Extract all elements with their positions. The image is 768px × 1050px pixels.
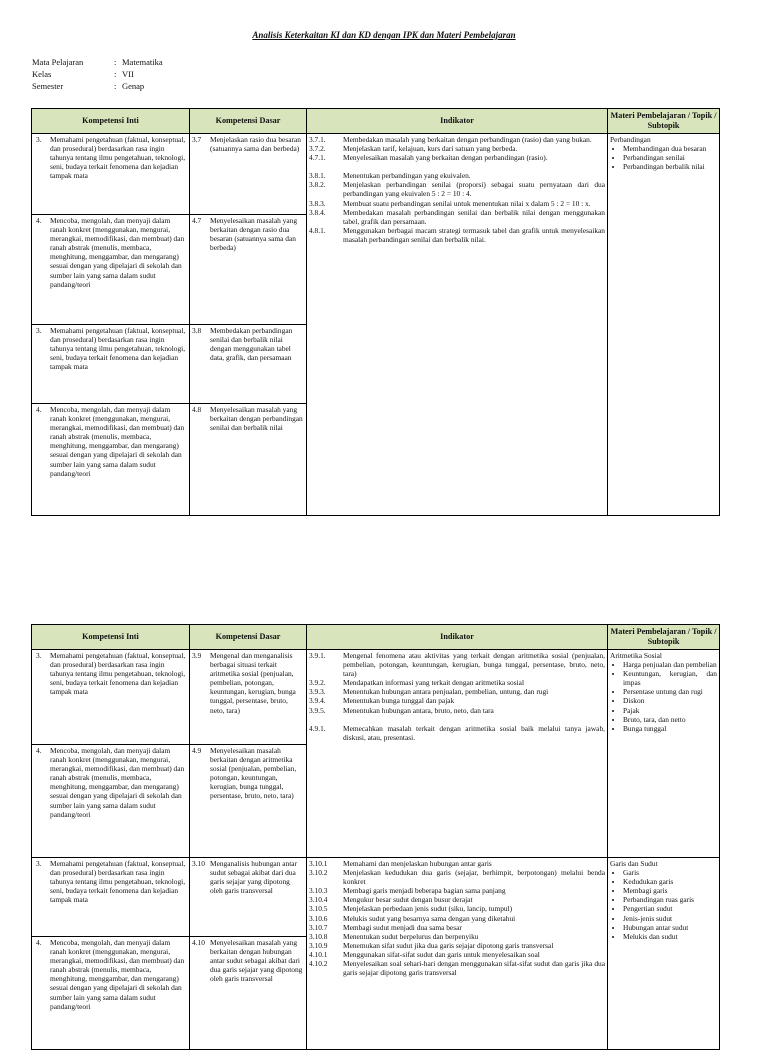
document-meta	[32, 56, 163, 92]
kd-text: Menjelaskan rasio dua besaran (satuannya sama dan berbeda)	[210, 135, 301, 154]
materi-item: • Pajak	[623, 706, 717, 715]
indikator-number: 3.10.3	[309, 886, 328, 896]
materi-item: • Pengertian sudut	[623, 904, 717, 913]
ki-cell: 3. Memahami pengetahuan (faktual, konseptual, dan prosedural) berdasarkan rasa ingin tahunya tentang ilmu pengetahuan, teknologi, seni, budaya terkait fenomena dan kejadian tampak mata	[32, 650, 190, 745]
ki-text: Memahami pengetahuan (faktual, konseptual, dan prosedural) berdasarkan rasa ingin tahunya tentang ilmu pengetahuan, teknologi, seni, budaya terkait fenomena dan kejadian tampak mata	[50, 135, 186, 181]
indikator-list	[307, 134, 607, 245]
meta-value: Genap	[122, 81, 145, 91]
indikator-text: Menemukan sifat sudut jika dua garis sejajar dipotong garis transversal	[343, 940, 554, 950]
indikator-text: Menentukan bunga tunggal dan pajak	[343, 696, 455, 706]
ki-text: Mencoba, mengolah, dan menyaji dalam ranah konkret (menggunakan, mengurai, merangkai, memodifikasi, dan membuat) dan ranah abstrak (menulis, membaca, menghitung, menggambar, dan mengarang) sesuai dengan yang dipelajari di sekolah dan sumber lain yang sama dalam sudut pandang/teori	[50, 938, 185, 1011]
indikator-number: 4.7.1.	[309, 153, 326, 163]
kd-cell: 4.8 Menyelesaikan masalah yang berkaitan dengan perbandingan senilai dan berbalik nilai	[190, 404, 307, 516]
indikator-number: 3.8.4.	[309, 207, 326, 217]
header-materi: Materi Pembelajaran / Topik / Subtopik	[608, 109, 720, 134]
indikator-number: 3.10.2	[309, 868, 328, 878]
kd-text: Menyelesaikan masalah yang berkaitan dengan perbandingan senilai dan berbalik nilai	[210, 405, 303, 433]
indikator-item	[309, 895, 605, 904]
table-row	[32, 134, 720, 215]
indikator-text: Menjelaskan perbedaan jenis sudut (siku, lancip, tumpul)	[343, 904, 513, 914]
materi-cell	[608, 650, 720, 858]
indikator-text: Menjelaskan tarif, kelajuan, kurs dari satuan yang berbeda.	[343, 144, 518, 154]
table-row	[32, 858, 720, 937]
indikator-text: Menggunakan berbagai macam strategi termasuk tabel dan grafik untuk menyelesaikan masalah perbandingan senilai dan berbalik nilai.	[343, 225, 605, 244]
indikator-text: Menentukan perbandingan yang ekuivalen.	[343, 171, 471, 181]
meta-row-class: Kelas : VII	[32, 69, 134, 79]
ki-text: Mencoba, mengolah, dan menyaji dalam ranah konkret (menggunakan, mengurai, merangkai, memodifikasi, dan membuat) dan ranah abstrak (menulis, membaca, menghitung, menggambar, dan mengarang) sesuai dengan yang dipelajari di sekolah dan sumber lain yang sama dalam sudut pandang/teori	[50, 746, 185, 819]
meta-row-subject: Mata Pelajaran : Matematika	[32, 57, 163, 67]
meta-value: Matematika	[122, 57, 163, 67]
kd-text: Menyelesaikan masalah yang berkaitan dengan hubungan antar sudut sebagai akibat dari dua garis sejajar yang dipotong oleh garis transversal	[210, 938, 303, 984]
indikator-cell	[307, 858, 608, 1050]
indikator-item	[309, 199, 605, 208]
kd-cell: 4.9 Menyelesaikan masalah berkaitan dengan aritmetika sosial (penjualan, pembelian, potongan, keuntungan, kerugian, bunga tunggal, persentase, bruto, neto, tara)	[190, 745, 307, 858]
header-ki: Kompetensi Inti	[32, 625, 190, 650]
materi-item: • Bruto, tara, dan netto	[623, 715, 717, 724]
indikator-text: Menentukan sudut berpelurus dan berpenyiku	[343, 931, 479, 941]
indikator-number: 4.10.1	[309, 949, 328, 959]
meta-label: Semester	[32, 81, 64, 91]
kd-text: Mengenal dan menganalisis berbagai situasi terkait aritmetika sosial (penjualan, pembelian, potongan, keuntungan, kerugian, bunga tunggal, persentase, bruto, neto, tara)	[210, 651, 296, 715]
indikator-item	[309, 226, 605, 244]
materi-item: • Keuntungan, kerugian, dan impas	[623, 669, 717, 687]
indikator-item	[309, 941, 605, 950]
ki-cell: 4. Mencoba, mengolah, dan menyaji dalam ranah konkret (menggunakan, mengurai, merangkai, memodifikasi, dan membuat) dan ranah abstrak (menulis, membaca, menghitung, menggambar, dan mengarang) sesuai dengan yang dipelajari di sekolah dan sumber lain yang sama dalam sudut pandang/teori	[32, 937, 190, 1050]
materi-item: • Harga penjualan dan pembelian	[623, 660, 717, 669]
header-ki: Kompetensi Inti	[32, 109, 190, 134]
materi-item: • Perbandingan senilai	[623, 153, 717, 162]
ki-cell: 3. Memahami pengetahuan (faktual, konseptual, dan prosedural) berdasarkan rasa ingin tahunya tentang ilmu pengetahuan, teknologi, seni, budaya terkait fenomena dan kejadian tampak mata	[32, 134, 190, 215]
indikator-number: 3.9.5.	[309, 705, 326, 715]
indikator-text: Memahami dan menjelaskan hubungan antar garis	[343, 859, 492, 868]
materi-list	[610, 660, 717, 733]
materi-item: • Diskon	[623, 696, 717, 705]
kd-text: Membedakan perbandingan senilai dan berbalik nilai dengan menggunakan tabel data, grafik, dan persamaan	[210, 326, 293, 363]
materi-item: • Melukis dan sudut	[623, 932, 717, 941]
indikator-item	[309, 859, 605, 868]
meta-row-semester: Semester : Genap	[32, 81, 145, 91]
materi-item: • Perbandingan ruas garis	[623, 895, 717, 904]
kd-cell: 4.7 Menyelesaikan masalah yang berkaitan dengan rasio dua besaran (satuannya sama dan berbeda)	[190, 215, 307, 325]
indikator-number: 4.8.1.	[309, 225, 326, 235]
document-title: Analisis Keterkaitan KI dan KD dengan IPK dan Materi Pembelajaran	[252, 30, 516, 40]
table-header-row	[32, 109, 720, 134]
indikator-number: 3.10.9	[309, 940, 328, 950]
indikator-item	[309, 706, 605, 715]
indikator-item	[309, 171, 605, 180]
materi-item: • Garis	[623, 868, 717, 877]
materi-item: • Membandingan dua besaran	[623, 144, 717, 153]
kd-cell: 3.7 Menjelaskan rasio dua besaran (satuannya sama dan berbeda)	[190, 134, 307, 215]
materi-title: Perbandingan	[610, 135, 651, 144]
indikator-item	[309, 153, 605, 162]
indikator-number: 3.9.2.	[309, 678, 326, 688]
meta-label: Kelas	[32, 69, 52, 79]
indikator-text: Menjelaskan kedudukan dua garis (sejajar, berhimpit, berpotongan) melalui benda konkret	[343, 868, 605, 887]
indikator-item	[309, 678, 605, 687]
indikator-text: Menentukan hubungan antara penjualan, pembelian, untung, dan rugi	[343, 687, 549, 697]
materi-cell	[608, 858, 720, 1050]
indikator-item	[309, 135, 605, 144]
indikator-number: 3.10.1	[309, 859, 328, 868]
ki-cell: 4. Mencoba, mengolah, dan menyaji dalam ranah konkret (menggunakan, mengurai, merangkai, memodifikasi, dan membuat) dan ranah abstrak (menulis, membaca, menghitung, menggambar, dan mengarang) sesuai dengan yang dipelajari di sekolah dan sumber lain yang sama dalam sudut pandang/teori	[32, 745, 190, 858]
analysis-table-1	[31, 108, 720, 516]
indikator-item	[309, 923, 605, 932]
indikator-number: 3.10.7	[309, 922, 328, 932]
indikator-number: 3.10.5	[309, 904, 328, 914]
indikator-text: Menyelesaikan masalah yang berkaitan dengan perbandingan (rasio).	[343, 153, 548, 163]
indikator-gap	[309, 162, 605, 171]
indikator-item	[309, 687, 605, 696]
indikator-text: Membedakan masalah perbandingan senilai dan berbalik nilai dengan menggunakan tabel, grafik dan persamaan.	[343, 207, 605, 226]
indikator-text: Melukis sudut yang besarnya sama dengan yang diketahui	[343, 913, 516, 923]
indikator-text: Menggunakan sifat-sifat sudut dan garis untuk menyelesaikan soal	[343, 949, 540, 959]
indikator-item	[309, 959, 605, 977]
kd-cell: 3.8 Membedakan perbandingan senilai dan berbalik nilai dengan menggunakan tabel data, grafik, dan persamaan	[190, 325, 307, 404]
materi-item: • Jenis-jenis sudut	[623, 914, 717, 923]
kd-cell: 3.9 Mengenal dan menganalisis berbagai situasi terkait aritmetika sosial (penjualan, pembelian, potongan, keuntungan, kerugian, bunga tunggal, persentase, bruto, neto, tara)	[190, 650, 307, 745]
indikator-text: Membagi garis menjadi beberapa bagian sama panjang	[343, 886, 506, 896]
indikator-item	[309, 724, 605, 742]
materi-item: • Perbandingan berbalik nilai	[623, 162, 717, 171]
indikator-item	[309, 696, 605, 705]
indikator-text: Mengukur besar sudut dengan busur derajat	[343, 895, 473, 905]
header-kd: Kompetensi Dasar	[190, 625, 307, 650]
indikator-text: Membagi sudut menjadi dua sama besar	[343, 922, 462, 932]
indikator-item	[309, 144, 605, 153]
analysis-table-2	[31, 624, 720, 1050]
indikator-number: 3.10.8	[309, 931, 328, 941]
kd-text: Menyelesaikan masalah berkaitan dengan aritmetika sosial (penjualan, pembelian, potongan, keuntungan, kerugian, bunga tunggal, persentase, bruto, neto, tara)	[210, 746, 297, 801]
header-indikator: Indikator	[307, 625, 608, 650]
indikator-number: 3.10.4	[309, 895, 328, 905]
indikator-number: 3.9.3.	[309, 687, 326, 697]
indikator-text: Menjelaskan perbandingan senilai (proporsi) sebagai suatu pernyataan dari dua perbandingan yang ekuivalen 5 : 2 = 10 : 4.	[343, 180, 605, 199]
ki-cell: 3. Memahami pengetahuan (faktual, konseptual, dan prosedural) berdasarkan rasa ingin tahunya tentang ilmu pengetahuan, teknologi, seni, budaya terkait fenomena dan kejadian tampak mata	[32, 325, 190, 404]
kd-cell: 3.10 Menganalisis hubungan antar sudut sebagai akibat dari dua garis sejajar yang dipotong oleh garis transversal	[190, 858, 307, 937]
ki-text: Memahami pengetahuan (faktual, konseptual, dan prosedural) berdasarkan rasa ingin tahunya tentang ilmu pengetahuan, teknologi, seni, budaya terkait fenomena dan kejadian tampak mata	[50, 859, 186, 905]
materi-list	[610, 868, 717, 941]
indikator-number: 3.10.6	[309, 913, 328, 923]
materi-title: Aritmetika Sosial	[610, 651, 662, 660]
indikator-number: 4.9.1.	[309, 723, 326, 733]
materi-item: • Persentase untung dan rugi	[623, 687, 717, 696]
indikator-item	[309, 886, 605, 895]
indikator-text: Mengenal fenomena atau aktivitas yang terkait dengan aritmetika sosial (penjualan, pembelian, potongan, keuntungan, kerugian, bunga tunggal, persentase, bruto, neto, tara)	[343, 651, 605, 679]
indikator-cell	[307, 134, 608, 516]
indikator-item	[309, 180, 605, 198]
meta-label: Mata Pelajaran	[32, 57, 84, 67]
indikator-item	[309, 868, 605, 886]
ki-text: Mencoba, mengolah, dan menyaji dalam ranah konkret (menggunakan, mengurai, merangkai, memodifikasi, dan membuat) dan ranah abstrak (menulis, membaca, menghitung, menggambar, dan mengarang) sesuai dengan yang dipelajari di sekolah dan sumber lain yang sama dalam sudut pandang/teori	[50, 216, 185, 289]
indikator-text: Memecahkan masalah terkait dengan aritmetika sosial baik melalui tanya jawab, diskusi, atau, presentasi.	[343, 723, 605, 742]
header-materi: Materi Pembelajaran / Topik / Subtopik	[608, 625, 720, 650]
ki-text: Mencoba, mengolah, dan menyaji dalam ranah konkret (menggunakan, mengurai, merangkai, memodifikasi, dan membuat) dan ranah abstrak (menulis, membaca, menghitung, menggambar, dan mengarang) sesuai dengan yang dipelajari di sekolah dan sumber lain yang sama dalam sudut pandang/teori	[50, 405, 185, 478]
indikator-list	[307, 858, 607, 978]
indikator-number: 3.9.1.	[309, 651, 326, 660]
indikator-item	[309, 904, 605, 913]
ki-text: Memahami pengetahuan (faktual, konseptual, dan prosedural) berdasarkan rasa ingin tahunya tentang ilmu pengetahuan, teknologi, seni, budaya terkait fenomena dan kejadian tampak mata	[50, 326, 186, 372]
indikator-item	[309, 914, 605, 923]
indikator-number: 3.7.2.	[309, 144, 326, 154]
header-kd: Kompetensi Dasar	[190, 109, 307, 134]
kd-text: Menyelesaikan masalah yang berkaitan dengan rasio dua besaran (satuannya sama dan berbeda)	[210, 216, 298, 253]
indikator-text: Menyelesaikan soal sehari-hari dengan menggunakan sifat-sifat sudut dan garis jika dua garis sejajar dipotong garis transversal	[343, 959, 605, 978]
indikator-text: Mendapatkan informasi yang terkait dengan aritmetika sosial	[343, 678, 525, 688]
table-row	[32, 650, 720, 745]
indikator-text: Menentukan hubungan antara, bruto, neto, dan tara	[343, 705, 494, 715]
indikator-text: Membuat suatu perbandingan senilai untuk menentukan nilai x dalam 5 : 2 = 10 : x.	[343, 198, 591, 208]
materi-item: • Hubungan antar sudut	[623, 923, 717, 932]
materi-list	[610, 144, 717, 171]
ki-cell: 3. Memahami pengetahuan (faktual, konseptual, dan prosedural) berdasarkan rasa ingin tahunya tentang ilmu pengetahuan, teknologi, seni, budaya terkait fenomena dan kejadian tampak mata	[32, 858, 190, 937]
meta-value: VII	[122, 69, 134, 79]
ki-text: Memahami pengetahuan (faktual, konseptual, dan prosedural) berdasarkan rasa ingin tahunya tentang ilmu pengetahuan, teknologi, seni, budaya terkait fenomena dan kejadian tampak mata	[50, 651, 186, 697]
indikator-list	[307, 650, 607, 743]
materi-cell	[608, 134, 720, 516]
indikator-number: 3.8.1.	[309, 171, 326, 181]
materi-item: • Kedudukan garis	[623, 877, 717, 886]
table-header-row	[32, 625, 720, 650]
header-indikator: Indikator	[307, 109, 608, 134]
indikator-number: 3.9.4.	[309, 696, 326, 706]
indikator-gap	[309, 715, 605, 724]
kd-cell: 4.10 Menyelesaikan masalah yang berkaitan dengan hubungan antar sudut sebagai akibat dari dua garis sejajar yang dipotong oleh garis transversal	[190, 937, 307, 1050]
indikator-cell	[307, 650, 608, 858]
materi-title: Garis dan Sudut	[610, 859, 658, 868]
kd-text: Menganalisis hubungan antar sudut sebagai akibat dari dua garis sejajar yang dipotong oleh garis transversal	[210, 859, 298, 896]
ki-cell: 4. Mencoba, mengolah, dan menyaji dalam ranah konkret (menggunakan, mengurai, merangkai, memodifikasi, dan membuat) dan ranah abstrak (menulis, membaca, menghitung, menggambar, dan mengarang) sesuai dengan yang dipelajari di sekolah dan sumber lain yang sama dalam sudut pandang/teori	[32, 215, 190, 325]
indikator-number: 3.8.3.	[309, 198, 326, 208]
indikator-text: Membedakan masalah yang berkaitan dengan perbandingan (rasio) dan yang bukan.	[343, 135, 592, 144]
indikator-number: 3.8.2.	[309, 180, 326, 190]
indikator-number: 3.7.1.	[309, 135, 326, 144]
indikator-item	[309, 932, 605, 941]
indikator-item	[309, 950, 605, 959]
materi-item: • Bunga tunggal	[623, 724, 717, 733]
ki-cell: 4. Mencoba, mengolah, dan menyaji dalam ranah konkret (menggunakan, mengurai, merangkai, memodifikasi, dan membuat) dan ranah abstrak (menulis, membaca, menghitung, menggambar, dan mengarang) sesuai dengan yang dipelajari di sekolah dan sumber lain yang sama dalam sudut pandang/teori	[32, 404, 190, 516]
indikator-item	[309, 208, 605, 226]
materi-item: • Membagi garis	[623, 886, 717, 895]
indikator-item	[309, 651, 605, 678]
indikator-number: 4.10.2	[309, 959, 328, 969]
